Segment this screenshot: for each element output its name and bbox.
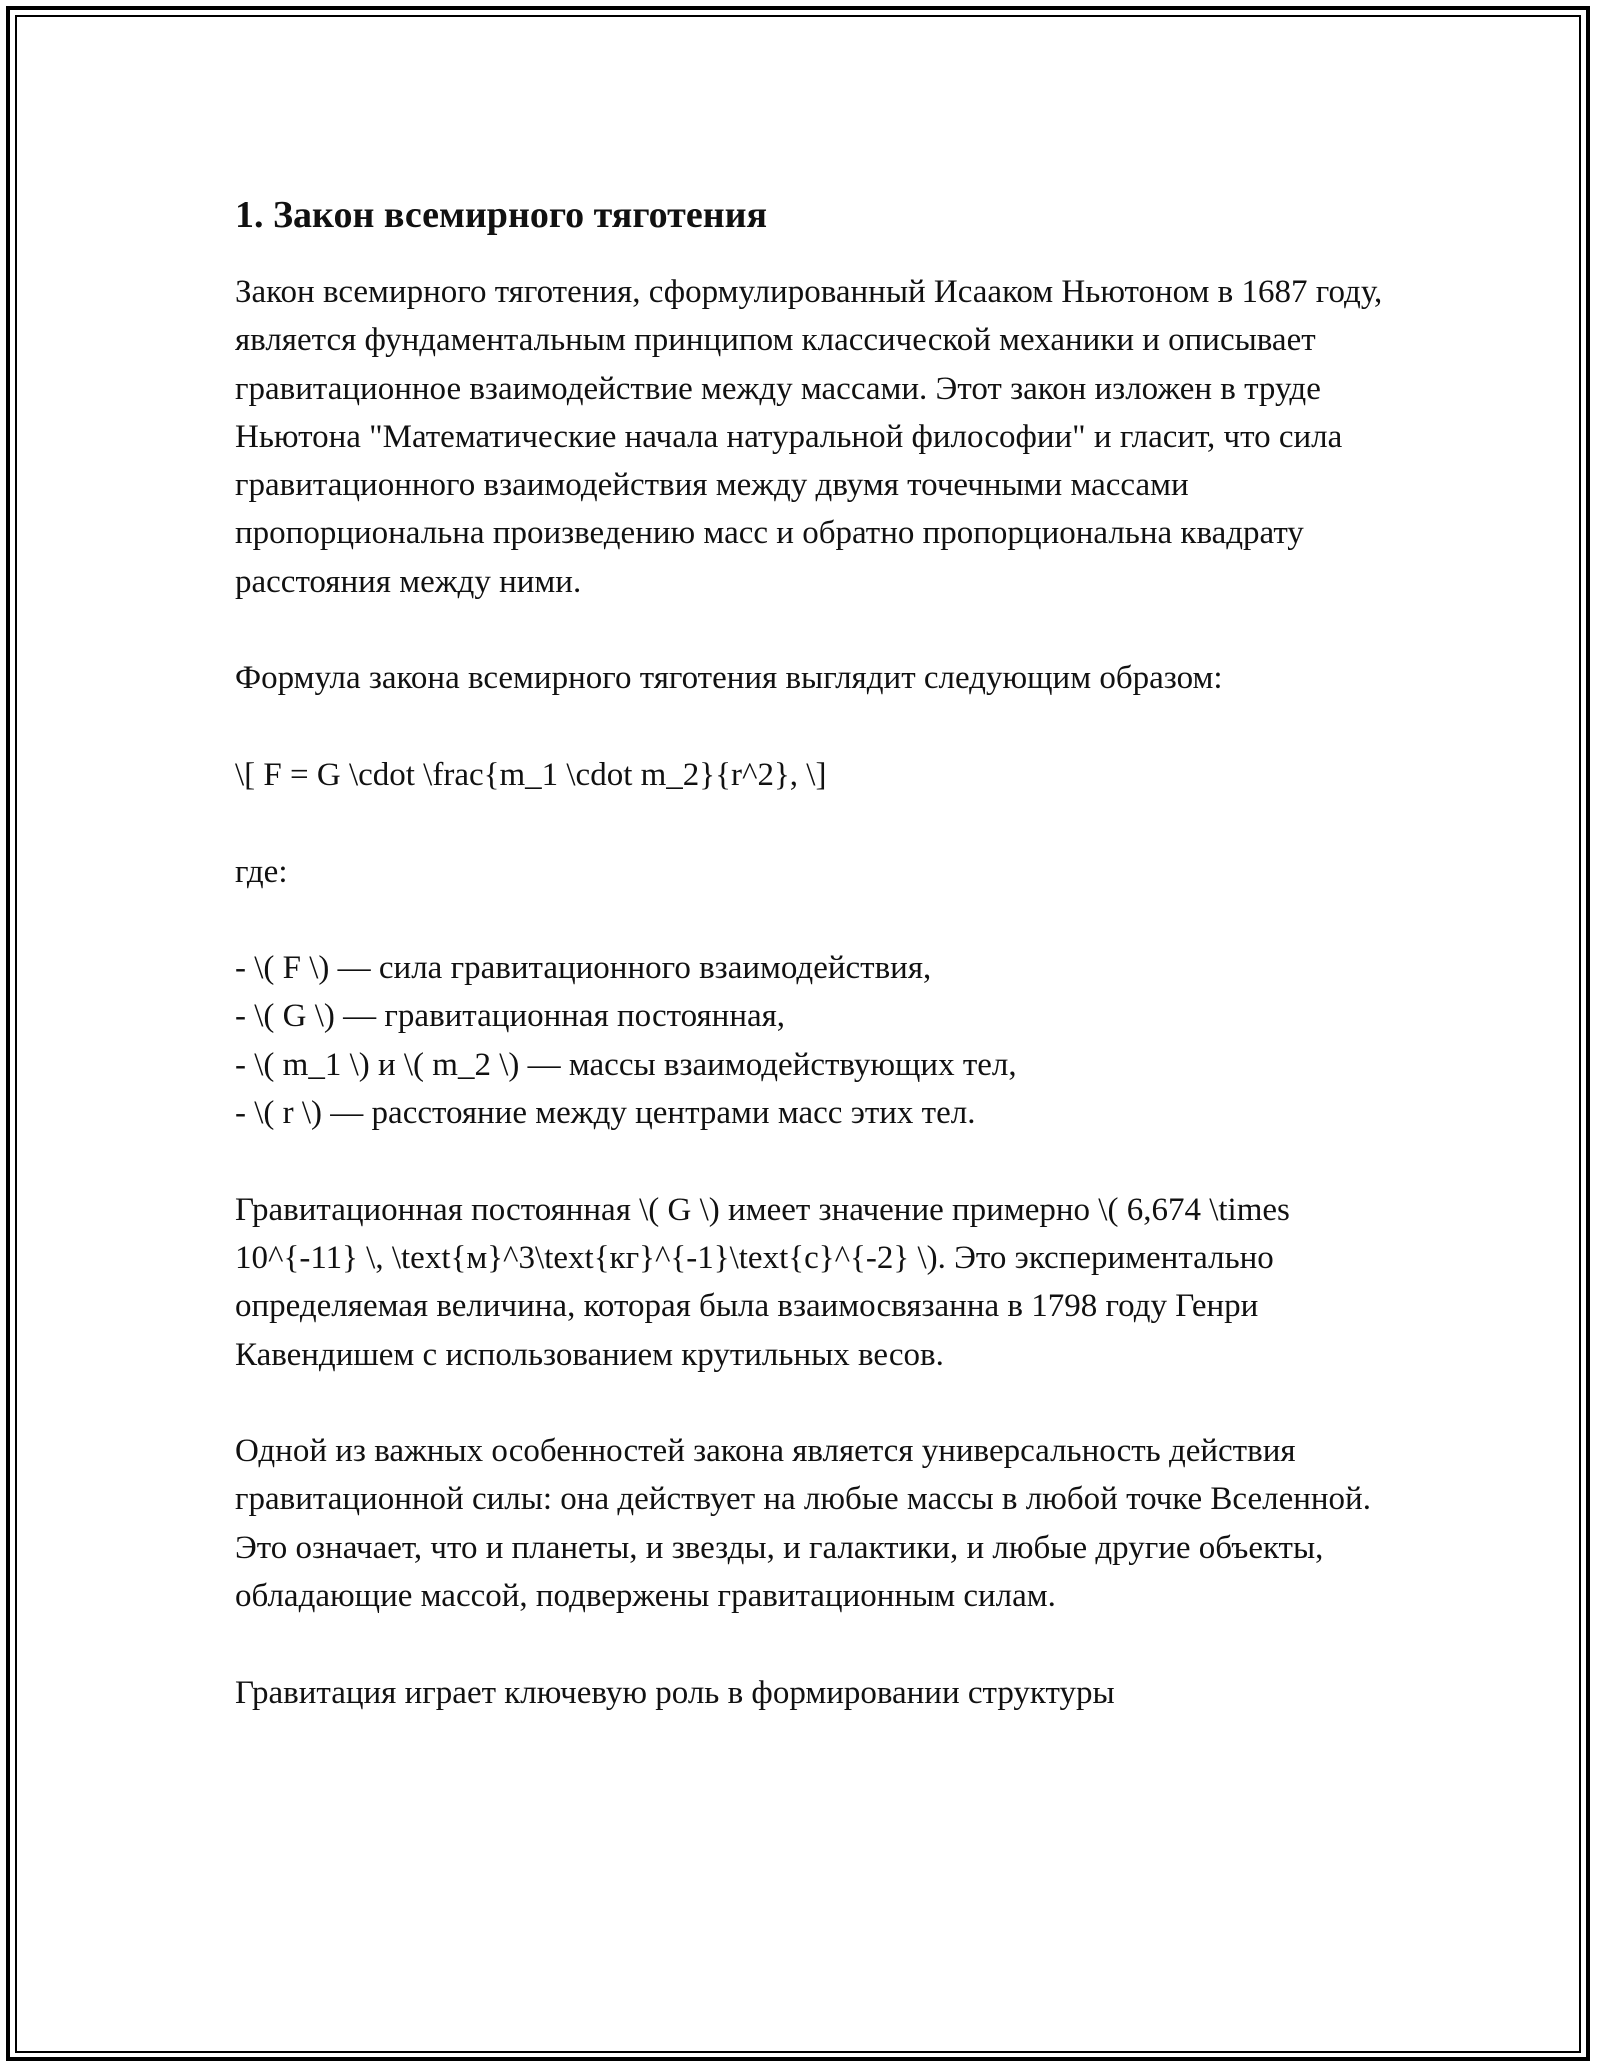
definition-item: - \( G \) — гравитационная постоянная,	[235, 998, 786, 1035]
where-label: где:	[235, 853, 288, 890]
paragraph-constant: Гравитационная постоянная \( G \) имеет значение примерно \( 6,674 \times 10^{-11} \, \text{м}^3\text{кг}^{-1}\text{с}^{-2} \). Это экспериментально определяемая величина, которая была взаимосвязанна в 1798 году Генри Кавендишем с использованием крутильных весов.	[235, 1191, 1290, 1373]
document-content	[235, 180, 1385, 1717]
paragraph-formula-intro: Формула закона всемирного тяготения выглядит следующим образом:	[235, 660, 1223, 697]
definition-item: - \( m_1 \) и \( m_2 \) — массы взаимодействующих тел,	[235, 1046, 1017, 1083]
paragraph-structure: Гравитация играет ключевую роль в формировании структуры	[235, 1674, 1115, 1711]
definitions-list	[235, 944, 1385, 1137]
paragraph-universality: Одной из важных особенностей закона является универсальность действия гравитационной силы: она действует на любые массы в любой точке Вселенной. Это означает, что и планеты, и звезды, и галактики, и любые другие объекты, обладающие массой, подвержены гравитационным силам.	[235, 1433, 1371, 1615]
definition-item: - \( r \) — расстояние между центрами масс этих тел.	[235, 1095, 976, 1132]
definition-item: - \( F \) — сила гравитационного взаимодействия,	[235, 950, 932, 987]
formula-line: \[ F = G \cdot \frac{m_1 \cdot m_2}{r^2}, \]	[235, 756, 827, 793]
section-heading: 1. Закон всемирного тяготения	[235, 194, 768, 236]
paragraph-intro: Закон всемирного тяготения, сформулированный Исааком Ньютоном в 1687 году, является фундаментальным принципом классической механики и описывает гравитационное взаимодействие между массами. Этот закон изложен в труде Ньютона "Математические начала натуральной философии" и гласит, что сила гравитационного взаимодействия между двумя точечными массами пропорциональна произведению масс и обратно пропорциональна квадрату расстояния между ними.	[235, 274, 1383, 600]
